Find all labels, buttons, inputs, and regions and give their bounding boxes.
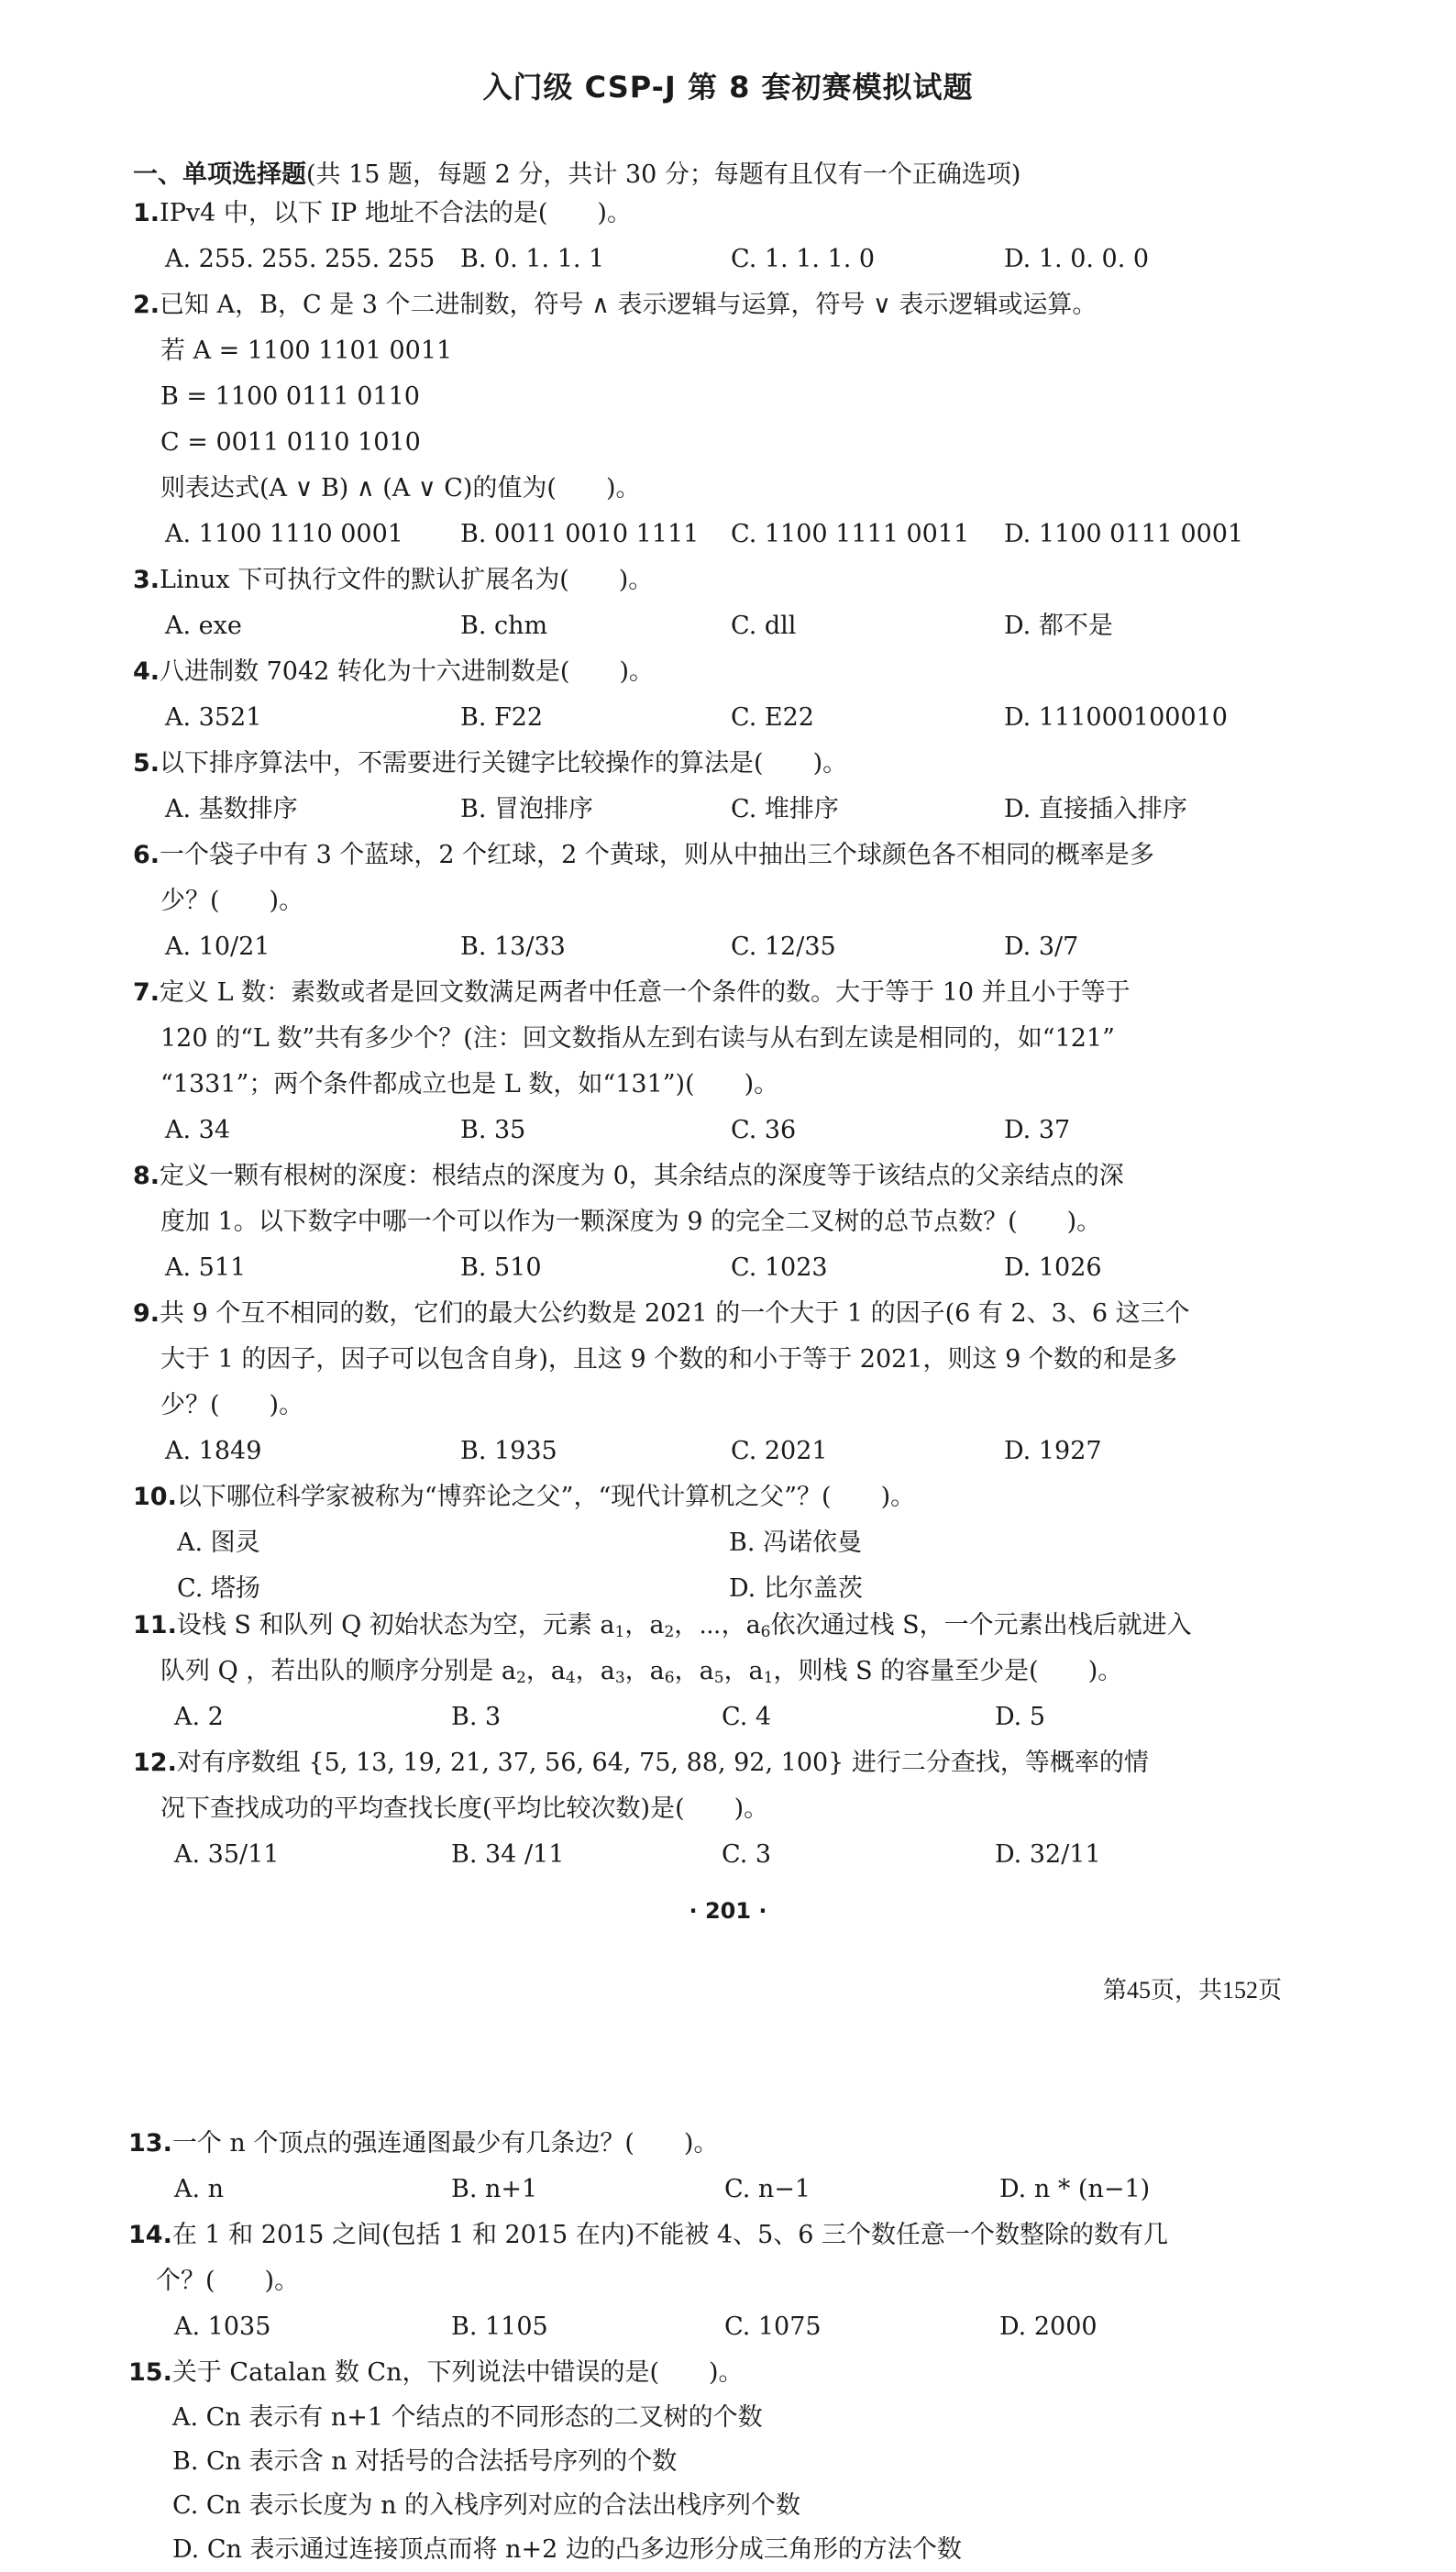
option-b: B. n+1 — [451, 2175, 538, 2203]
question-number: 15. — [128, 2358, 172, 2387]
option-b: B. 510 — [460, 1253, 542, 1282]
option-c: C. 4 — [722, 1703, 772, 1731]
question-number: 13. — [128, 2129, 172, 2158]
option-d: D. 1. 0. 0. 0 — [1004, 245, 1150, 273]
option-d: D. 37 — [1004, 1116, 1071, 1144]
option-d: D. n * (n−1) — [999, 2175, 1151, 2203]
option-c: C. 1. 1. 1. 0 — [731, 245, 876, 273]
question-2 — [133, 282, 1325, 557]
question-15 — [128, 2350, 1320, 2572]
option-b: B. 0. 1. 1. 1 — [460, 245, 605, 273]
question-text-line: “1331”；两个条件都成立也是 L 数，如“131”)( )。 — [160, 1070, 779, 1098]
option-b: B. 0011 0010 1111 — [460, 520, 700, 548]
option-b: B. 1935 — [460, 1437, 557, 1465]
question-text: Linux 下可执行文件的默认扩展名为( )。 — [160, 566, 654, 594]
option-b: B. 34 /11 — [451, 1840, 565, 1869]
option-a: A. 1849 — [165, 1437, 262, 1465]
question-number: 14. — [128, 2221, 172, 2249]
options — [133, 1108, 1325, 1154]
question-3 — [133, 557, 1325, 649]
option-a: A. 255. 255. 255. 255 — [165, 245, 436, 273]
question-7 — [133, 970, 1325, 1154]
page-count: 第45页，共152页 — [1102, 1977, 1282, 2004]
option-b: B. 冯诺依曼 — [729, 1529, 863, 1557]
option-a: A. 2 — [174, 1703, 224, 1731]
question-9 — [133, 1291, 1325, 1474]
question-text-line: 则表达式(A ∨ B) ∧ (A ∨ C)的值为( )。 — [160, 474, 641, 502]
question-text: 共 9 个互不相同的数，它们的最大公约数是 2021 的一个大于 1 的因子(6 有 2、3、6 这三个 — [160, 1299, 1190, 1328]
question-text: 设栈 S 和队列 Q 初始状态为空，元素 $a_1$，$a_2$，⋯，$a_6$依次通过栈 S，一个元素出栈后就进入 — [176, 1611, 1192, 1641]
option-d: D. 2000 — [999, 2313, 1098, 2341]
question-number: 2. — [133, 291, 160, 319]
question-text: 定义一颗有根树的深度：根结点的深度为 0，其余结点的深度等于该结点的父亲结点的深 — [160, 1162, 1124, 1190]
option-d: D. 1100 0111 0001 — [1004, 520, 1244, 548]
exam-page-next — [0, 2045, 1456, 2564]
options — [133, 512, 1325, 557]
option-a: A. 10/21 — [165, 933, 270, 961]
question-8 — [133, 1154, 1325, 1291]
option-d: D. 32/11 — [995, 1840, 1101, 1869]
question-text-line: C = 0011 0110 1010 — [160, 428, 421, 457]
option-c: C. 1023 — [731, 1253, 828, 1282]
question-text-line: 大于 1 的因子，因子可以包含自身)，且这 9 个数的和小于等于 2021，则这 9 个数的和是多 — [160, 1345, 1177, 1374]
option-d: D. 1927 — [1004, 1437, 1102, 1465]
options — [133, 924, 1325, 970]
option-c: C. 1100 1111 0011 — [731, 520, 970, 548]
section-title: 一、单项选择题 — [133, 160, 306, 189]
question-number: 11. — [133, 1611, 177, 1639]
question-text-line: 个？( )。 — [156, 2267, 300, 2295]
question-number: 10. — [133, 1483, 177, 1511]
option-a: A. n — [174, 2175, 225, 2203]
option-a: A. 图灵 — [177, 1529, 260, 1557]
option-c: C. 36 — [731, 1116, 797, 1144]
option-b: B. F22 — [460, 703, 544, 732]
options — [133, 1694, 1325, 1740]
question-text-line: 队列 Q ，若出队的顺序分别是 $a_2$，$a_4$，$a_3$，$a_6$，$a_5$，$a_1$，则栈 S 的容量至少是( )。 — [160, 1657, 1123, 1687]
question-text-line: 况下查找成功的平均查找长度(平均比较次数)是( )。 — [160, 1794, 769, 1823]
option-c: C. 12/35 — [731, 933, 836, 961]
option-b: B. Cn 表示含 n 对括号的合法括号序列的个数 — [172, 2447, 678, 2476]
question-number: 4. — [133, 657, 160, 686]
options — [133, 1429, 1325, 1474]
options — [133, 1832, 1325, 1878]
option-a: A. 3521 — [165, 703, 262, 732]
option-d: D. 1026 — [1004, 1253, 1102, 1282]
option-c: C. Cn 表示长度为 n 的入栈序列对应的合法出栈序列个数 — [172, 2491, 801, 2520]
option-b: B. 3 — [451, 1703, 502, 1731]
option-c: C. n−1 — [724, 2175, 811, 2203]
options — [128, 2167, 1320, 2213]
question-text: 关于 Catalan 数 Cn，下列说法中错误的是( )。 — [171, 2358, 744, 2387]
option-d: D. 直接插入排序 — [1004, 795, 1187, 823]
option-d: D. 比尔盖茨 — [729, 1574, 863, 1603]
question-text: 在 1 和 2015 之间(包括 1 和 2015 在内)不能被 4、5、6 三个数任意一个数整除的数有几 — [171, 2221, 1169, 2249]
question-10 — [133, 1474, 1325, 1612]
question-12 — [133, 1740, 1325, 1878]
option-c: C. 堆排序 — [731, 795, 839, 823]
question-number: 9. — [133, 1299, 160, 1328]
question-text-line: 度加 1。以下数字中哪一个可以作为一颗深度为 9 的完全二叉树的总节点数？( )。 — [160, 1208, 1102, 1236]
question-number: 7. — [133, 978, 160, 1007]
option-b: B. chm — [460, 612, 548, 640]
question-text-line: 少？( )。 — [160, 887, 304, 915]
options — [133, 603, 1325, 649]
option-c: C. E22 — [731, 703, 814, 732]
question-text: 一个袋子中有 3 个蓝球，2 个红球，2 个黄球，则从中抽出三个球颜色各不相同的概率是多 — [160, 841, 1154, 869]
question-text: 一个 n 个顶点的强连通图最少有几条边？( )。 — [171, 2129, 719, 2158]
question-text: 以下排序算法中，不需要进行关键字比较操作的算法是( )。 — [160, 749, 848, 778]
page-number: · 201 · — [689, 1898, 767, 1924]
question-text: 已知 A，B，C 是 3 个二进制数，符号 ∧ 表示逻辑与运算，符号 ∨ 表示逻辑或运算。 — [160, 291, 1098, 319]
question-4 — [133, 649, 1325, 741]
question-text-line: 若 A = 1100 1101 0011 — [160, 337, 453, 365]
question-number: 5. — [133, 749, 160, 778]
question-text-line: 120 的“L 数”共有多少个？(注：回文数指从左到右读与从右到左读是相同的，如“121” — [160, 1024, 1115, 1053]
option-a: A. 1100 1110 0001 — [165, 520, 403, 548]
option-a: A. 基数排序 — [165, 795, 298, 823]
option-b: B. 35 — [460, 1116, 526, 1144]
question-13 — [128, 2121, 1320, 2213]
question-6 — [133, 833, 1325, 970]
question-5 — [133, 741, 1325, 833]
option-b: B. 13/33 — [460, 933, 566, 961]
option-d: D. 111000100010 — [1004, 703, 1228, 732]
option-c: C. 1075 — [724, 2313, 822, 2341]
question-1 — [133, 191, 1325, 282]
exam-title: 入门级 CSP-J 第 8 套初赛模拟试题 — [482, 70, 974, 105]
options — [133, 237, 1325, 282]
option-b: B. 1105 — [451, 2313, 548, 2341]
question-text: 定义 L 数：素数或者是回文数满足两者中任意一个条件的数。大于等于 10 并且小于等于 — [160, 978, 1131, 1007]
option-a: A. Cn 表示有 n+1 个结点的不同形态的二叉树的个数 — [172, 2403, 763, 2432]
question-text: 对有序数组 {5, 13, 19, 21, 37, 56, 64, 75, 88, 92, 100} 进行二分查找，等概率的情 — [176, 1749, 1149, 1777]
option-a: A. 1035 — [174, 2313, 271, 2341]
question-text-line: B = 1100 0111 0110 — [160, 382, 420, 411]
options — [133, 787, 1325, 833]
option-d: D. 5 — [995, 1703, 1046, 1731]
question-text: 八进制数 7042 转化为十六进制数是( )。 — [160, 657, 654, 686]
question-14 — [128, 2213, 1320, 2350]
question-text: IPv4 中，以下 IP 地址不合法的是( )。 — [160, 199, 632, 227]
option-a: A. 34 — [165, 1116, 231, 1144]
options — [133, 695, 1325, 741]
option-a: A. 511 — [165, 1253, 247, 1282]
question-text-line: 少？( )。 — [160, 1391, 304, 1419]
option-c: C. 塔扬 — [177, 1574, 260, 1603]
option-c: C. dll — [731, 612, 797, 640]
question-number: 1. — [133, 199, 160, 227]
section-header — [133, 154, 1020, 190]
options-row-1 — [133, 1520, 1325, 1566]
option-a: A. 35/11 — [174, 1840, 280, 1869]
question-11 — [133, 1603, 1325, 1740]
question-number: 12. — [133, 1749, 177, 1777]
option-a: A. exe — [165, 612, 242, 640]
option-d: D. Cn 表示通过连接顶点而将 n+2 边的凸多边形分成三角形的方法个数 — [172, 2535, 962, 2564]
question-number: 3. — [133, 566, 160, 594]
question-text: 以下哪位科学家被称为“博弈论之父”，“现代计算机之父”？( )。 — [176, 1483, 916, 1511]
option-d: D. 3/7 — [1004, 933, 1079, 961]
section-instructions: (共 15 题，每题 2 分，共计 30 分；每题有且仅有一个正确选项) — [306, 160, 1021, 189]
options — [133, 1245, 1325, 1291]
question-number: 6. — [133, 841, 160, 869]
option-b: B. 冒泡排序 — [460, 795, 594, 823]
option-c: C. 3 — [722, 1840, 772, 1869]
option-d: D. 都不是 — [1004, 612, 1113, 640]
options — [128, 2304, 1320, 2350]
option-c: C. 2021 — [731, 1437, 828, 1465]
question-number: 8. — [133, 1162, 160, 1190]
